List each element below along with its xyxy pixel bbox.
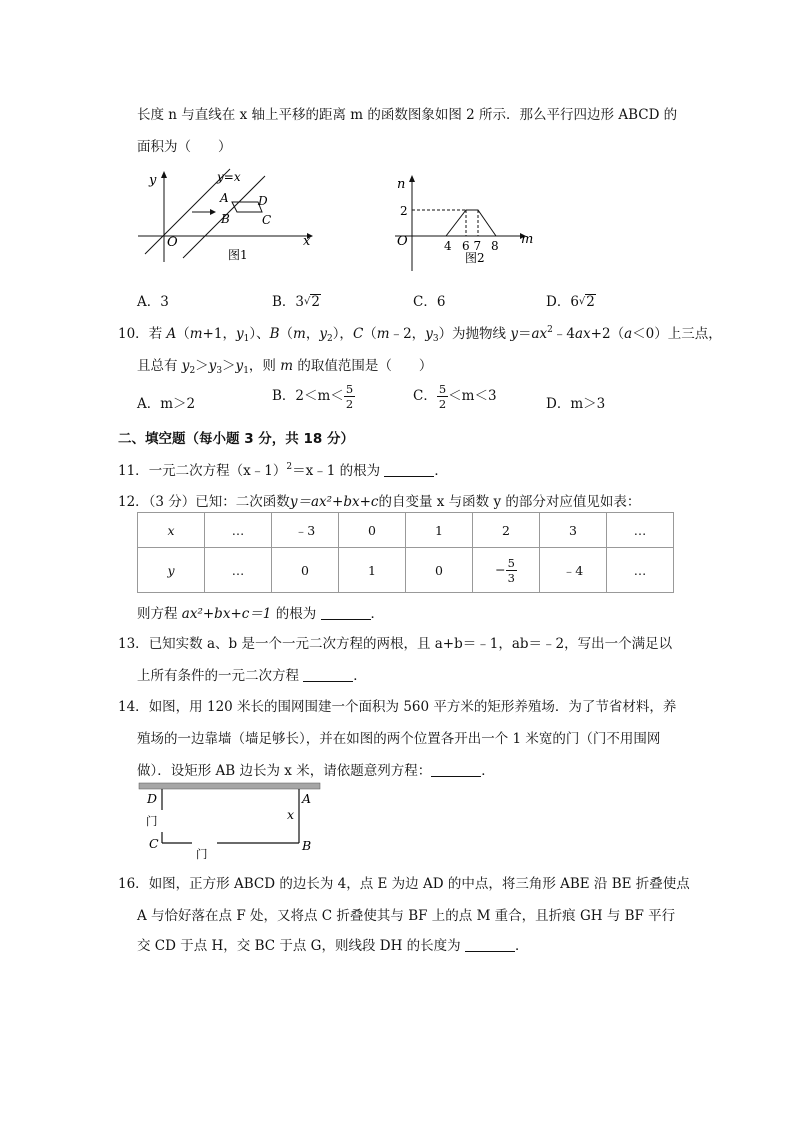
fig1-line-label: y=x: [217, 170, 241, 184]
q10-line2: 且总有 $y_2>y_3>y_1$，则 m 的取值范围是（ ）: [137, 358, 433, 376]
q10-option-c: C． $\frac{5}{2}$ ＜m＜3: [413, 382, 497, 411]
fig1-point-a: A: [220, 191, 229, 205]
q14-label-b: B: [302, 838, 312, 853]
q16-answer-blank[interactable]: [465, 939, 515, 952]
q9-line1: 长度 n 与直线在 x 轴上平移的距离 m 的函数图象如图 2 所示．那么平行四边形 ABCD 的: [137, 107, 678, 123]
q12-fraction-cell: − $\frac{5}{3}$: [473, 548, 540, 593]
figure-2: [392, 170, 542, 274]
q10-point-c: C: [352, 326, 364, 342]
fig1-arrow-icon: [210, 209, 216, 215]
q14-wall: [139, 783, 320, 789]
section-title-fill-in: 二、填空题（每小题 3 分，共 18 分）: [118, 431, 354, 447]
q14-line2: 殖场的一边靠墙（墙足够长），并在如图的两个位置各开出一个 1 米宽的门（门不用围网: [137, 731, 661, 747]
q10-point-a: A: [166, 326, 177, 342]
q14-gate-left: 门: [146, 814, 158, 828]
q13-line1: 13．已知实数 a、b 是一个一元二次方程的两根，且 a+b＝﹣1，ab＝﹣2，写出一个满足以: [118, 636, 673, 652]
q9-option-b: B．3√2: [272, 294, 320, 310]
q10-option-a: A．m＞2: [137, 396, 196, 412]
q9-option-d-prefix: D．6: [546, 294, 579, 310]
q12-line1: 12．（3 分）已知：二次函数y＝ax²+bx+c的自变量 x 与函数 y 的部分对应值见如表：: [118, 494, 641, 510]
q13-answer-blank[interactable]: [303, 669, 353, 682]
fig1-x-label: x: [303, 234, 311, 249]
fig1-y-arrow-icon: [161, 171, 167, 178]
q9-option-a: A．3: [137, 294, 169, 310]
q12-value-table: [137, 512, 674, 593]
q14-answer-blank[interactable]: [431, 764, 481, 777]
figure-1: [135, 166, 320, 264]
fig1-point-d: D: [258, 194, 268, 208]
q10-option-b-fraction: $\frac{5}{2}$: [345, 382, 354, 411]
q11: 11．一元二次方程（x﹣1）$^2$＝x﹣1 的根为 ．: [118, 462, 448, 479]
q14-figure: [137, 780, 327, 860]
q10-option-b: B．2＜m＜ $\frac{5}{2}$: [272, 382, 354, 411]
q11-answer-blank[interactable]: [384, 464, 434, 477]
table-row: y … 0 1 0 − $\frac{5}{3}$ ﹣4 …: [138, 548, 674, 593]
q14-label-c: C: [149, 836, 159, 851]
fig1-origin: O: [167, 235, 178, 250]
q12-function: y＝ax²+bx+c: [289, 494, 379, 510]
q16-line3: 交 CD 于点 H，交 BC 于点 G，则线段 DH 的长度为 ．: [137, 938, 529, 954]
fig1-point-c: C: [262, 213, 272, 227]
fig2-tick-8: 8: [491, 239, 499, 253]
fig1-caption: 图1: [228, 248, 248, 262]
fig2-n-label: n: [397, 177, 406, 192]
fig2-origin: O: [397, 234, 408, 249]
q14-line1: 14．如图，用 120 米长的围网围建一个面积为 560 平方米的矩形养殖场．为了节省材料，养: [118, 699, 677, 715]
fig2-n-arrow-icon: [409, 175, 415, 182]
q14-label-d: D: [147, 791, 158, 806]
fig2-tick-2: 2: [400, 204, 408, 218]
q9-option-d-radicand: 2: [586, 294, 595, 310]
fig1-y-label: y: [149, 173, 157, 188]
q9-option-c: C．6: [413, 294, 446, 310]
q9-option-b-radicand: 2: [311, 294, 320, 310]
fig2-m-label: m: [521, 232, 534, 247]
table-row: x … ﹣3 0 1 2 3 …: [138, 513, 674, 548]
q10-option-c-fraction: $\frac{5}{2}$: [438, 382, 447, 411]
q9-option-d: D．6√2: [546, 294, 595, 310]
q12-answer-blank[interactable]: [321, 607, 371, 620]
q14-line3: 做）．设矩形 AB 边长为 x 米，请依题意列方程： ．: [137, 763, 495, 779]
fig2-caption: 图2: [465, 251, 485, 265]
q9-line2: 面积为（ ）: [137, 139, 232, 155]
q10-line1: 10．若 A（m+1，$y_1$）、B（m，$y_2$），C（m﹣2，$y_3$）为抛物线 $y=ax^2﹣4ax+2(a<0)$上三点，: [118, 325, 722, 344]
q10-option-d: D．m＞3: [546, 396, 606, 412]
q13-line2: 上所有条件的一元二次方程 ．: [137, 668, 367, 684]
fig2-tick-4: 4: [444, 239, 452, 253]
q14-label-x: x: [287, 807, 295, 822]
q10-point-b: B: [269, 326, 280, 342]
q9-option-b-prefix: B．3: [272, 294, 305, 310]
q16-line2: A 与恰好落在点 F 处，又将点 C 折叠使其与 BF 上的点 M 重合，且折痕 GH 与 BF 平行: [137, 908, 676, 924]
fig1-point-b: B: [221, 212, 230, 226]
fig2-graph: [446, 210, 496, 236]
q14-label-a: A: [302, 791, 312, 806]
q14-gate-bottom: 门: [196, 847, 208, 860]
fig2-tick-67: 6 7: [462, 239, 482, 253]
q12-line2: 则方程 ax²+bx+c＝1 的根为 ．: [137, 606, 384, 622]
q16-line1: 16．如图，正方形 ABCD 的边长为 4，点 E 为边 AD 的中点，将三角形 ABE 沿 BE 折叠使点: [118, 876, 690, 892]
